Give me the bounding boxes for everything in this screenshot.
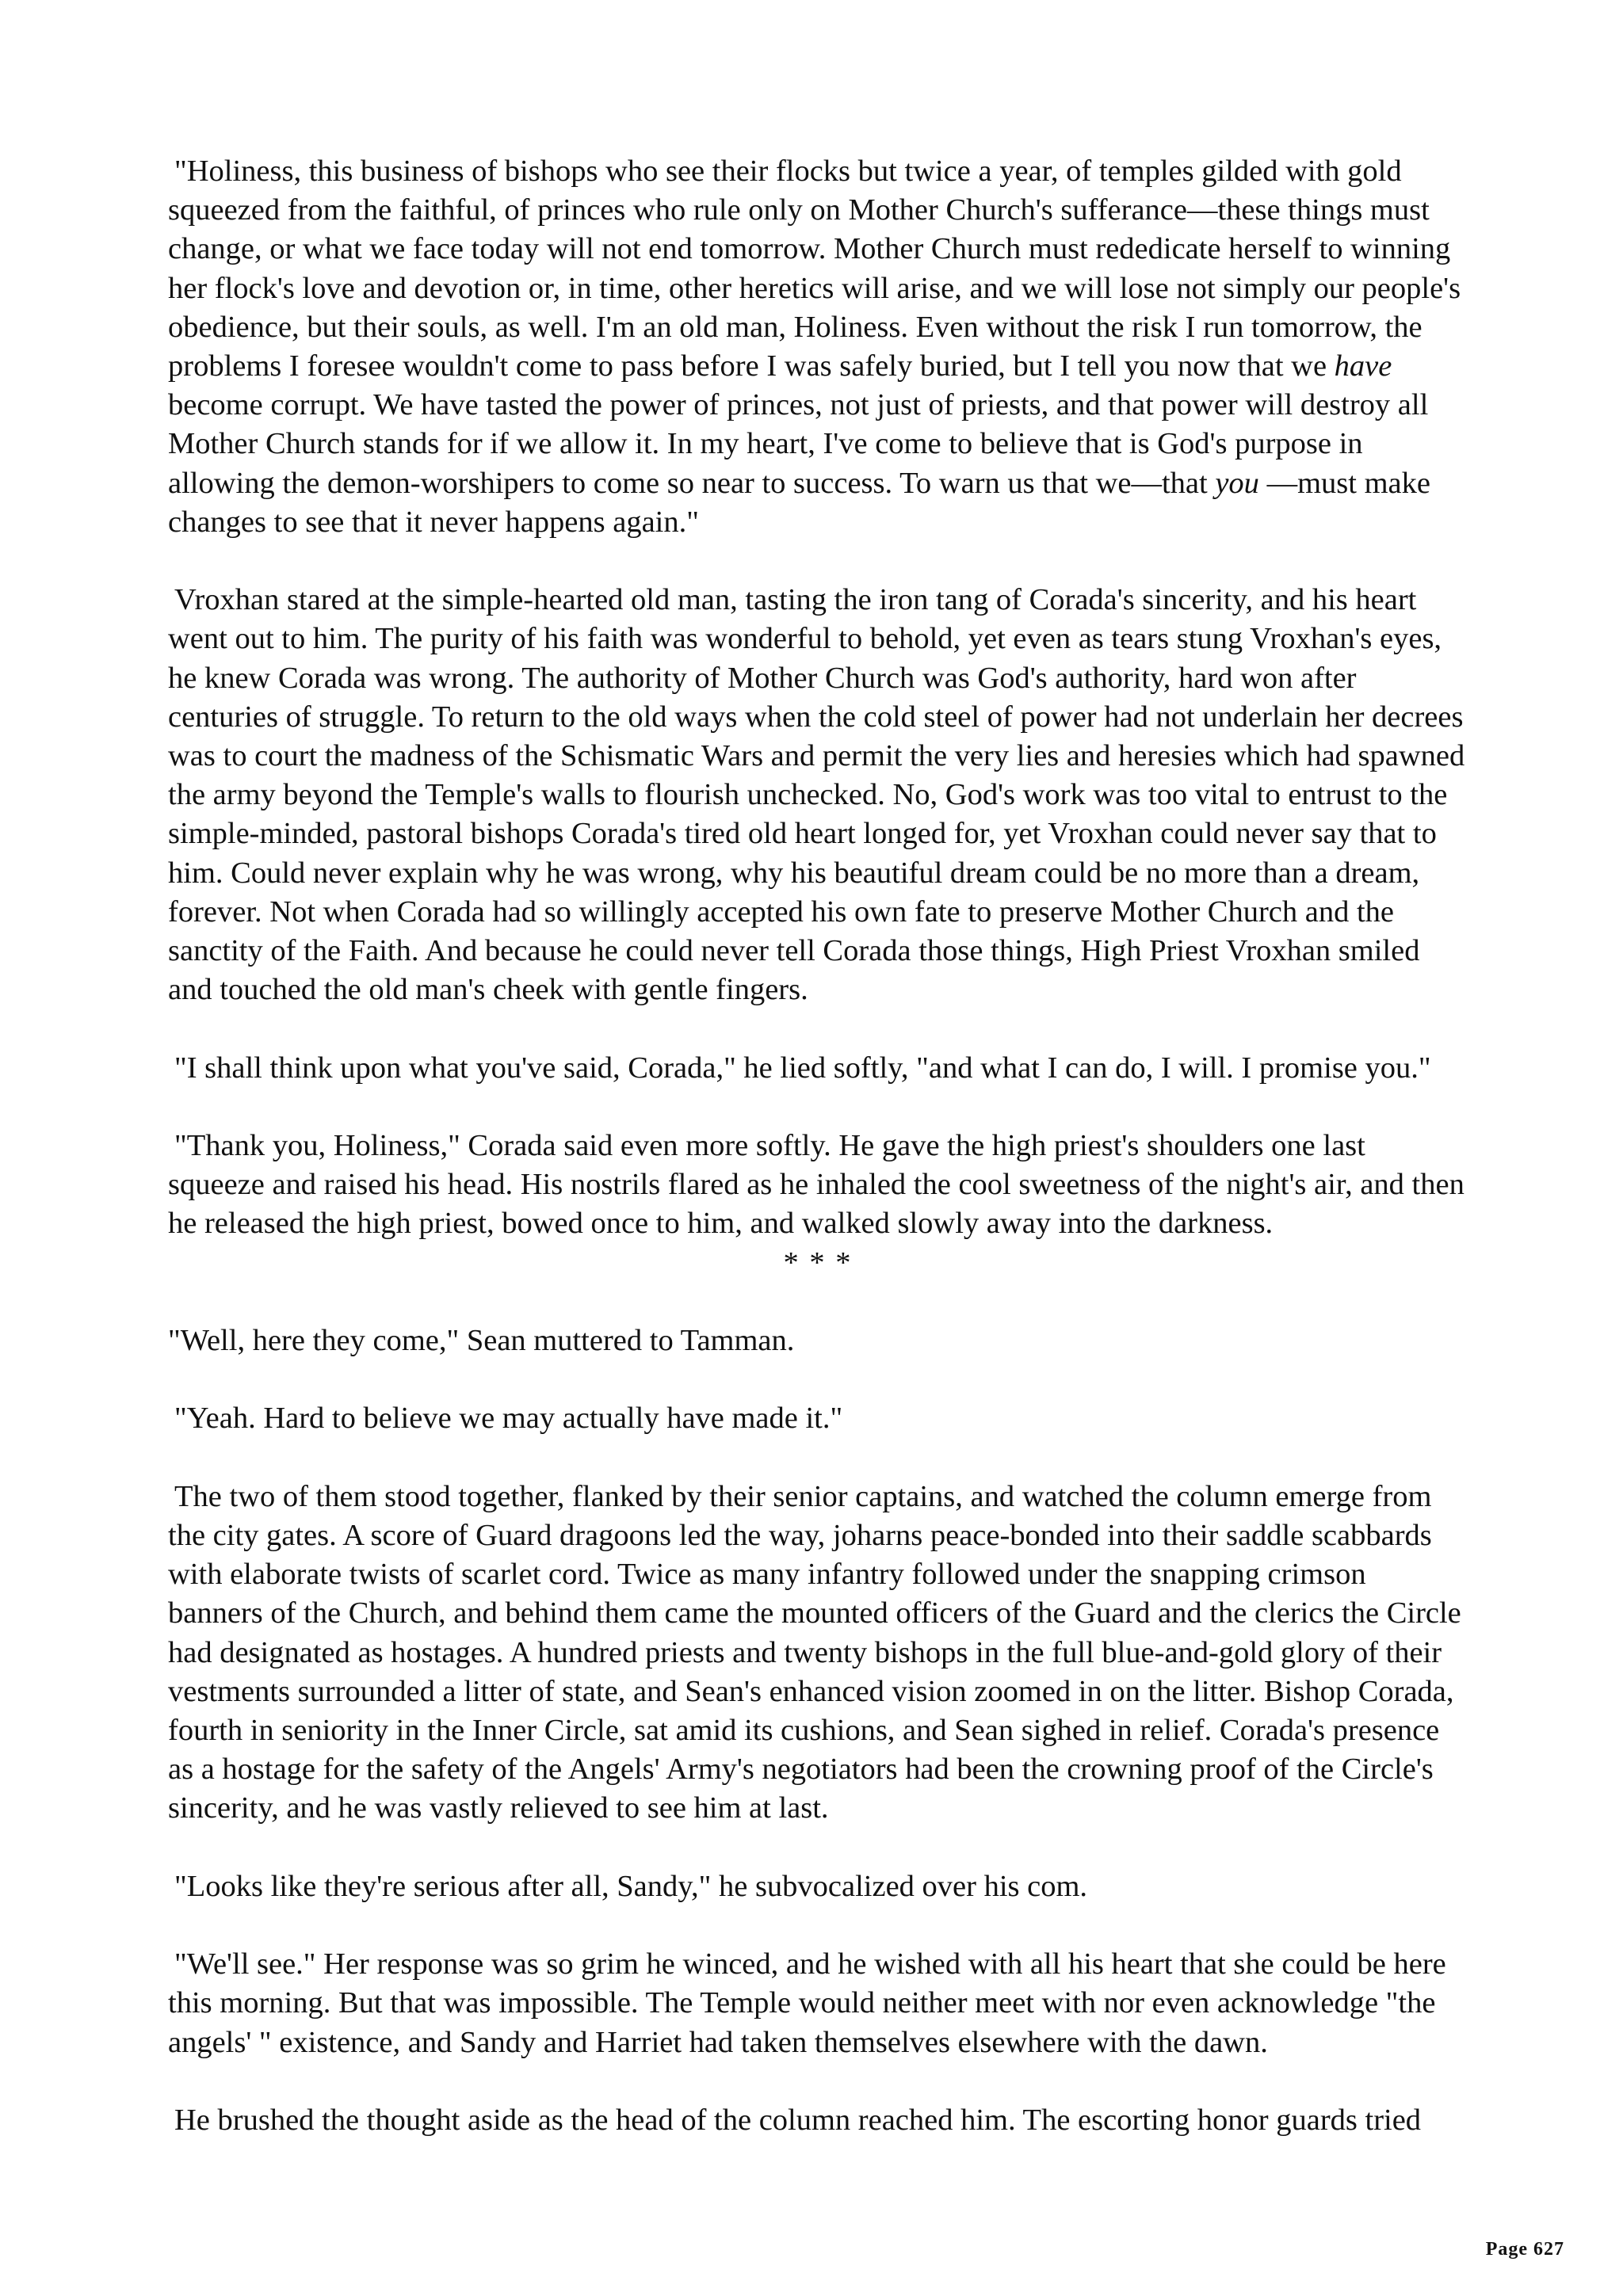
scene-break: * * * [783, 1245, 853, 1280]
paragraph-corada-departs: "Thank you, Holiness," Corada said even more softly. He gave the high priest's shoulders one last squeeze and raised his head. His nostrils flared as he inhaled the cool sweetness of the night's air, and then he released the high priest, bowed once to him, and walked slowly away into the darkness. [168, 1129, 1465, 1241]
paragraph-vroxhan-reply: "I shall think upon what you've said, Corada," he lied softly, "and what I can do, I will. I promise you." [174, 1051, 1431, 1085]
page-body [168, 152, 1468, 2140]
paragraph-corada-speech [168, 152, 1468, 542]
paragraph-column-arrives: He brushed the thought aside as the head of the column reached him. The escorting honor guards tried [174, 2103, 1422, 2138]
paragraph-sean-mutters: "Well, here they come," Sean muttered to Tamman. [168, 1324, 795, 1358]
speech-part-1: "Holiness, this business of bishops who see their flocks but twice a year, of temples gilded with gold squeezed from the faithful, of princes who rule only on Mother Church's sufferance—these things must change, or what we face today will not end tomorrow. Mother Church must rededicate herself to winning her flock's love and devotion or, in time, other heretics will arise, and we will lose not simply our people's obedience, but their souls, as well. I'm an old man, Holiness. Even without the risk I run tomorrow, the problems I foresee wouldn't come to pass before I was safely buried, but I tell you now that we [168, 154, 1461, 383]
page-number: Page 627 [1485, 2239, 1564, 2260]
emphasis-have: have [1334, 349, 1392, 383]
speech-part-2: become corrupt. We have tasted the power of princes, not just of priests, and that power will destroy all Mother Church stands for if we allow it. In my heart, I've come to believe that is God's purpose in allowing the demon-worshipers to come so near to success. To warn us that we—that [168, 388, 1429, 500]
paragraph-sean-com: "Looks like they're serious after all, Sandy," he subvocalized over his com. [174, 1869, 1088, 1903]
speech-part-3: —must make changes to see that it never happens again." [168, 466, 1430, 539]
paragraph-column-emerges: The two of them stood together, flanked by their senior captains, and watched the column emerge from the city gates. A score of Guard dragoons led the way, joharns peace-bonded into their saddle scabbards with elaborate twists of scarlet cord. Twice as many infantry followed under the snapping crimson banners of the Church, and behind them came the mounted officers of the Guard and the clerics the Circle had designated as hostages. A hundred priests and twenty bishops in the full blue-and-gold glory of their vestments surrounded a litter of state, and Sean's enhanced vision zoomed in on the litter. Bishop Corada, fourth in seniority in the Inner Circle, sat amid its cushions, and Sean sighed in relief. Corada's presence as a hostage for the safety of the Angels' Army's negotiators had been the crowning proof of the Circle's sincerity, and he was vastly relieved to see him at last. [168, 1479, 1461, 1825]
paragraph-tamman-reply: "Yeah. Hard to believe we may actually have made it." [174, 1402, 843, 1436]
emphasis-you: you [1215, 466, 1259, 500]
paragraph-vroxhan-thoughts: Vroxhan stared at the simple-hearted old man, tasting the iron tang of Corada's sincerity, and his heart went out to him. The purity of his faith was wonderful to behold, yet even as tears stung Vroxhan's eyes, he knew Corada was wrong. The authority of Mother Church was God's authority, hard won after centuries of struggle. To return to the old ways when the cold steel of power had not underlain her decrees was to court the madness of the Schismatic Wars and permit the very lies and heresies which had spawned the army beyond the Temple's walls to flourish unchecked. No, God's work was too vital to entrust to the simple-minded, pastoral bishops Corada's tired old heart longed for, yet Vroxhan could never say that to him. Could never explain why he was wrong, why his beautiful dream could be no more than a dream, forever. Not when Corada had so willingly accepted his own fate to preserve Mother Church and the sanctity of the Faith. And because he could never tell Corada those things, High Priest Vroxhan smiled and touched the old man's cheek with gentle fingers. [168, 583, 1465, 1007]
paragraph-sandy-reply: "We'll see." Her response was so grim he winced, and he wished with all his heart that she could be here this morning. But that was impossible. The Temple would neither meet with nor even acknowledge "the angels' " existence, and Sandy and Harriet had taken themselves elsewhere with the dawn. [168, 1947, 1446, 2059]
